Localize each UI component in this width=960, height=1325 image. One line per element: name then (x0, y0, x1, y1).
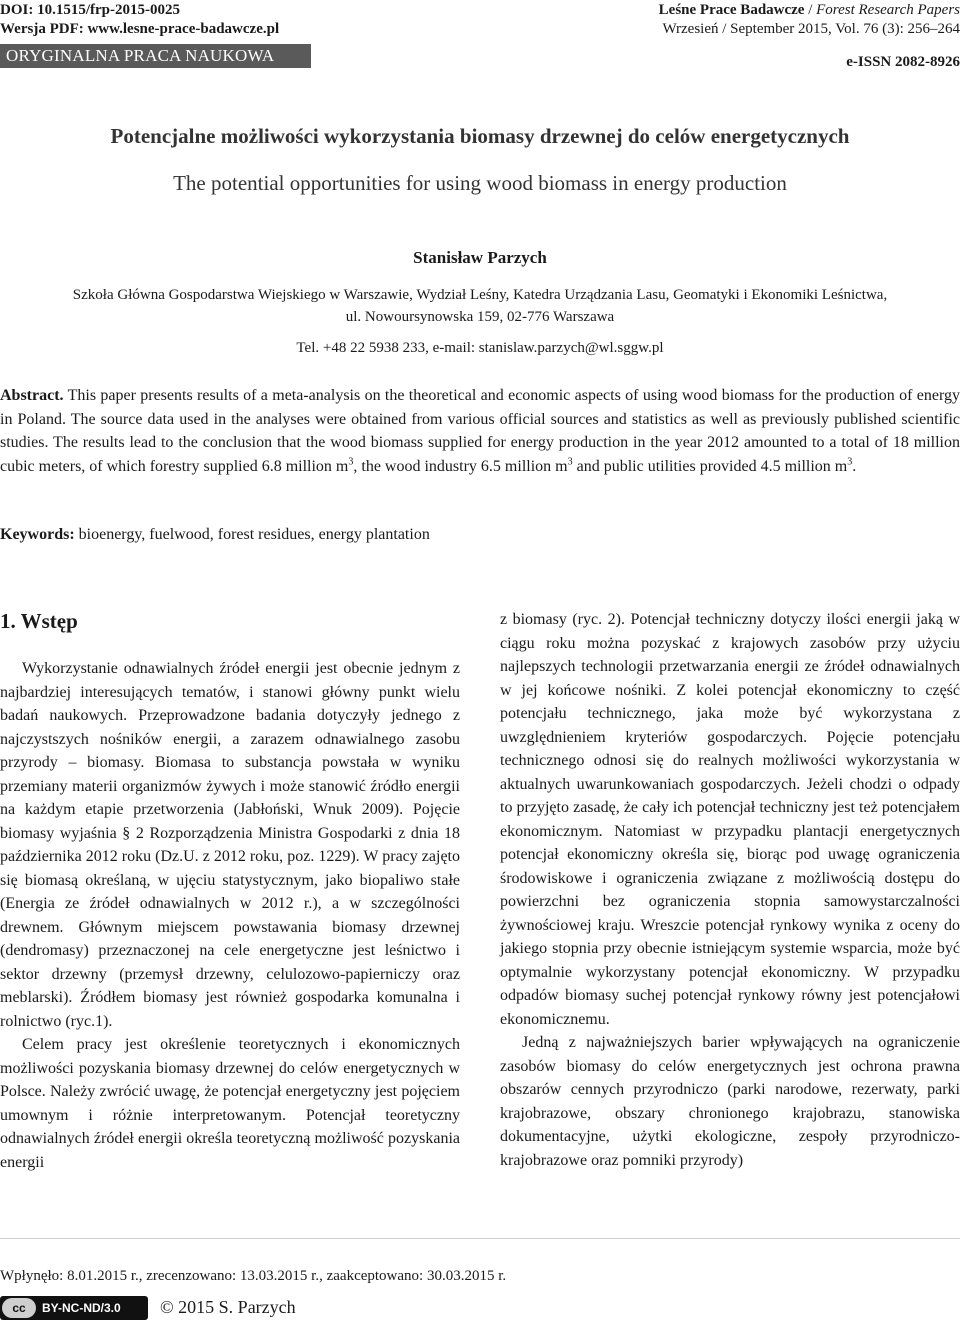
left-paragraph-1: Wykorzystanie odnawialnych źródeł energii jest obecnie jednym z najbardziej interesujących tematów, i stanowi główny punkt wielu badań naukowych. Przeprowadzone badania dotyczyły jednego z najczystszych nośników energii, a zarazem odnawialnego zasobu przyrody – biomasy. Biomasa to substancja powstała w wyniku przemiany materii organizmów żywych i może stanowić źródło energii na każdym etapie przetworzenia (Jabłoński, Wnuk 2009). Pojęcie biomasy wyjaśnia § 2 Rozporządzenia Ministra Gospodarki z dnia 18 października 2012 roku (Dz.U. z 2012 roku, poz. 1229). W pracy zajęto się biomasą określaną, w ujęciu statystycznym, jako biopaliwo stałe (Energia ze źródeł odnawialnych w 2012 r.), a w szczególności drewnem. Głównym miejscem powstawania biomasy drzewnej (dendromasy) przeznaczonej na cele energetyczne jest leśnictwo i sektor drzewny (przemysł drzewny, celulozowo-papierniczy oraz meblarski). Źródłem biomasy jest również gospodarka komunalna i rolnictwo (ryc.1). (0, 660, 460, 1030)
article-type-banner: ORYGINALNA PRACA NAUKOWA (0, 44, 311, 68)
creative-commons-icon: cc (2, 1298, 36, 1318)
pdf-version-label: Wersja PDF: www.lesne-prace-badawcze.pl (0, 21, 280, 37)
keywords-label: Keywords: (0, 526, 75, 543)
title-polish: Potencjalne możliwości wykorzystania biomasy drzewnej do celów energetycznych (110, 124, 850, 148)
journal-name-en: Forest Research Papers (816, 2, 960, 18)
title-english: The potential opportunities for using wood biomass in energy production (173, 171, 787, 195)
license-label: BY-NC-ND/3.0 (42, 1301, 121, 1315)
abstract-text-2: , the wood industry 6.5 million m (353, 457, 568, 475)
abstract (0, 384, 960, 478)
right-paragraph-1: z biomasy (ryc. 2). Potencjał techniczny dotyczy ilości energii jaką w ciągu roku można pozyskać z krajowych zasobów przy użyciu najlepszych technologii przetwarzania energii ze źródeł odnawialnych w jej końcowe nośniki. Z kolei potencjał ekonomiczny to część potencjału technicznego, jaka może być wykorzystana z uwzględnieniem kryteriów gospodarczych. Pojęcie potencjału technicznego odnosi się do realnych możliwości wykorzystania w aktualnych uwarunkowaniach gospodarczych. Jeżeli chodzi o odpady to przyjęto zasadę, że cały ich potencjał techniczny jest też potencjałem ekonomicznym. Natomiast w przypadku plantacji energetycznych potencjał ekonomiczny określa się, biorąc pod uwagę ograniczenia środowiskowe i ograniczenia związane z możliwością dostępu do powierzchni bez ograniczenia stopnia samowystarczalności żywnościowej kraju. Wreszcie potencjał rynkowy wynika z oceny do jakiego stopnia przy obecnie istniejącym systemie wsparcia, może być optymalnie wykorzystany potencjał ekonomiczny. W przypadku odpadów biomasy suchej potencjał rynkowy równy jest potencjałowi ekonomicznemu. (500, 611, 960, 1028)
author-contact: Tel. +48 22 5938 233, e-mail: stanislaw.parzych@wl.sggw.pl (296, 340, 664, 356)
abstract-label: Abstract. (0, 387, 64, 404)
doi: DOI: 10.1515/frp-2015-0025 (0, 2, 180, 18)
abstract-sup-2: 3 (567, 456, 573, 468)
left-column (0, 657, 460, 1174)
footer-divider (0, 1238, 960, 1239)
affiliation-line-1: Szkoła Główna Gospodarstwa Wiejskiego w Warszawie, Wydział Leśny, Katedra Urządzania Lasu, Geomatyki i Ekonomiki Leśnictwa, (72, 287, 888, 303)
section-heading: 1. Wstęp (0, 609, 78, 633)
left-paragraph-2: Celem pracy jest określenie teoretycznych i ekonomicznych możliwości pozyskania biomasy drzewnej do celów energetycznych w Polsce. Należy zwrócić uwagę, że potencjał energetyczny jest pojęciem umownym i różnie interpretowanym. Potencjał teoretyczny odnawialnych źródeł energii określa teoretyczną możliwość pozyskania energii (0, 1036, 460, 1171)
cc-license-badge[interactable] (0, 1296, 148, 1320)
journal-name (659, 0, 960, 20)
copyright: © 2015 S. Parzych (160, 1297, 296, 1317)
journal-separator: / (804, 2, 817, 18)
journal-name-pl: Leśne Prace Badawcze (658, 2, 805, 18)
issue-info: Wrzesień / September 2015, Vol. 76 (3): 256–264 (662, 21, 960, 37)
right-paragraph-2: Jedną z najważniejszych barier wpływających na ograniczenie zasobów biomasy do celów energetycznych jest ochrona prawna obszarów cennych przyrodniczo (parki narodowe, rezerwaty, parki krajobrazowe, obszary chronionego krajobrazu, stanowiska dokumentacyjne, użytki ekologiczne, zespoły przyrodniczo-krajobrazowe oraz pomniki przyrody) (500, 1034, 960, 1169)
right-column (500, 608, 960, 1172)
abstract-sup-3: 3 (847, 456, 853, 468)
abstract-text-4: . (852, 457, 857, 475)
submission-dates: Wpłynęło: 8.01.2015 r., zrecenzowano: 13.03.2015 r., zaakceptowano: 30.03.2015 r. (0, 1268, 507, 1284)
keywords-text: bioenergy, fuelwood, forest residues, energy plantation (74, 526, 430, 543)
author-name: Stanisław Parzych (413, 248, 547, 267)
abstract-text-3: and public utilities provided 4.5 million m (572, 457, 848, 475)
eissn: e-ISSN 2082-8926 (846, 54, 960, 70)
abstract-sup-1: 3 (348, 456, 354, 468)
keywords (0, 526, 960, 544)
affiliation-line-2: ul. Nowoursynowska 159, 02-776 Warszawa (345, 309, 615, 325)
abstract-text-1: This paper presents results of a meta-analysis on the theoretical and economic aspects of using wood biomass for the production of energy in Poland. The source data used in the analyses were obtained from various official sources and statistics as well as previously published scientific studies. The results lead to the conclusion that the wood biomass supplied for energy production in the year 2012 amounted to a total of 18 million cubic meters, of which forestry supplied 6.8 million m (0, 387, 960, 475)
